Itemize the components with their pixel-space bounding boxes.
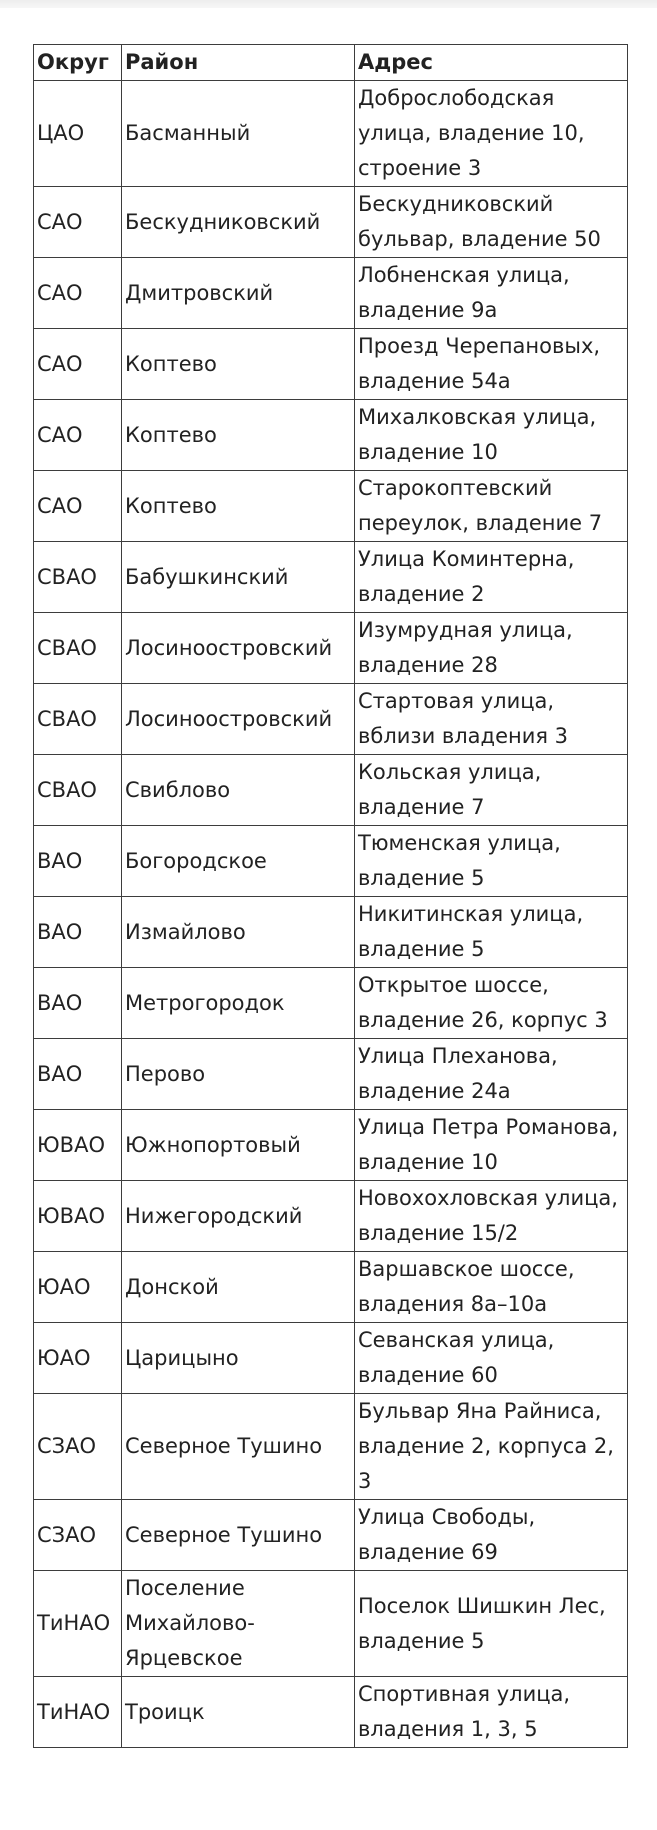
cell-address: Стартовая улица, вблизи владения 3 — [355, 684, 628, 755]
cell-address: Лобненская улица, владение 9а — [355, 258, 628, 329]
cell-address: Бульвар Яна Райниса, владение 2, корпуса 2, 3 — [355, 1394, 628, 1500]
table-row — [34, 1571, 628, 1677]
cell-rayon: Метрогородок — [122, 968, 355, 1039]
cell-okrug: САО — [34, 471, 122, 542]
cell-okrug: ВАО — [34, 968, 122, 1039]
cell-rayon: Коптево — [122, 329, 355, 400]
cell-address: Никитинская улица, владение 5 — [355, 897, 628, 968]
table-row — [34, 400, 628, 471]
table-row — [34, 613, 628, 684]
header-address: Адрес — [355, 45, 628, 81]
cell-rayon: Северное Тушино — [122, 1394, 355, 1500]
cell-okrug: СВАО — [34, 542, 122, 613]
cell-address: Варшавское шоссе, владения 8а–10а — [355, 1252, 628, 1323]
cell-okrug: ТиНАО — [34, 1677, 122, 1748]
cell-okrug: ВАО — [34, 1039, 122, 1110]
table-row — [34, 1039, 628, 1110]
cell-rayon: Коптево — [122, 400, 355, 471]
cell-address: Открытое шоссе, владение 26, корпус 3 — [355, 968, 628, 1039]
cell-rayon: Северное Тушино — [122, 1500, 355, 1571]
table-row — [34, 187, 628, 258]
cell-rayon: Басманный — [122, 81, 355, 187]
cell-rayon: Нижегородский — [122, 1181, 355, 1252]
cell-okrug: САО — [34, 400, 122, 471]
cell-rayon: Донской — [122, 1252, 355, 1323]
cell-address: Поселок Шишкин Лес, владение 5 — [355, 1571, 628, 1677]
cell-rayon: Поселение Михайлово-Ярцевское — [122, 1571, 355, 1677]
table-row — [34, 258, 628, 329]
cell-okrug: ВАО — [34, 897, 122, 968]
cell-okrug: ЮАО — [34, 1252, 122, 1323]
cell-rayon: Свиблово — [122, 755, 355, 826]
cell-okrug: СЗАО — [34, 1394, 122, 1500]
header-okrug: Округ — [34, 45, 122, 81]
cell-okrug: САО — [34, 258, 122, 329]
cell-okrug: САО — [34, 187, 122, 258]
cell-address: Старокоптевский переулок, владение 7 — [355, 471, 628, 542]
cell-okrug: ЦАО — [34, 81, 122, 187]
cell-rayon: Лосиноостровский — [122, 613, 355, 684]
table-row — [34, 684, 628, 755]
table-row — [34, 1181, 628, 1252]
cell-okrug: СЗАО — [34, 1500, 122, 1571]
cell-okrug: СВАО — [34, 613, 122, 684]
cell-rayon: Южнопортовый — [122, 1110, 355, 1181]
header-rayon: Район — [122, 45, 355, 81]
cell-rayon: Измайлово — [122, 897, 355, 968]
cell-address: Кольская улица, владение 7 — [355, 755, 628, 826]
table-row — [34, 542, 628, 613]
cell-address: Спортивная улица, владения 1, 3, 5 — [355, 1677, 628, 1748]
top-divider — [0, 0, 657, 8]
cell-address: Севанская улица, владение 60 — [355, 1323, 628, 1394]
cell-address: Бескудниковский бульвар, владение 50 — [355, 187, 628, 258]
locations-table — [33, 44, 628, 1748]
cell-okrug: ТиНАО — [34, 1571, 122, 1677]
table-header-row — [34, 45, 628, 81]
table-row — [34, 1323, 628, 1394]
table-row — [34, 755, 628, 826]
cell-rayon: Дмитровский — [122, 258, 355, 329]
table-row — [34, 329, 628, 400]
table-row — [34, 1394, 628, 1500]
cell-rayon: Коптево — [122, 471, 355, 542]
cell-okrug: ЮВАО — [34, 1110, 122, 1181]
table-row — [34, 968, 628, 1039]
cell-address: Тюменская улица, владение 5 — [355, 826, 628, 897]
table-row — [34, 81, 628, 187]
cell-address: Улица Петра Романова, владение 10 — [355, 1110, 628, 1181]
cell-address: Улица Коминтерна, владение 2 — [355, 542, 628, 613]
cell-address: Проезд Черепановых, владение 54а — [355, 329, 628, 400]
table-row — [34, 897, 628, 968]
cell-rayon: Перово — [122, 1039, 355, 1110]
cell-address: Доброслободская улица, владение 10, строение 3 — [355, 81, 628, 187]
cell-okrug: САО — [34, 329, 122, 400]
cell-address: Новохохловская улица, владение 15/2 — [355, 1181, 628, 1252]
cell-okrug: СВАО — [34, 684, 122, 755]
cell-okrug: ВАО — [34, 826, 122, 897]
cell-address: Изумрудная улица, владение 28 — [355, 613, 628, 684]
cell-okrug: ЮВАО — [34, 1181, 122, 1252]
cell-address: Михалковская улица, владение 10 — [355, 400, 628, 471]
cell-rayon: Бабушкинский — [122, 542, 355, 613]
cell-address: Улица Плеханова, владение 24а — [355, 1039, 628, 1110]
table-row — [34, 1500, 628, 1571]
table-row — [34, 826, 628, 897]
cell-rayon: Богородское — [122, 826, 355, 897]
table-row — [34, 1252, 628, 1323]
cell-okrug: ЮАО — [34, 1323, 122, 1394]
cell-rayon: Царицыно — [122, 1323, 355, 1394]
cell-rayon: Лосиноостровский — [122, 684, 355, 755]
cell-rayon: Троицк — [122, 1677, 355, 1748]
cell-rayon: Бескудниковский — [122, 187, 355, 258]
table-row — [34, 1677, 628, 1748]
table-row — [34, 1110, 628, 1181]
cell-okrug: СВАО — [34, 755, 122, 826]
table-row — [34, 471, 628, 542]
cell-address: Улица Свободы, владение 69 — [355, 1500, 628, 1571]
